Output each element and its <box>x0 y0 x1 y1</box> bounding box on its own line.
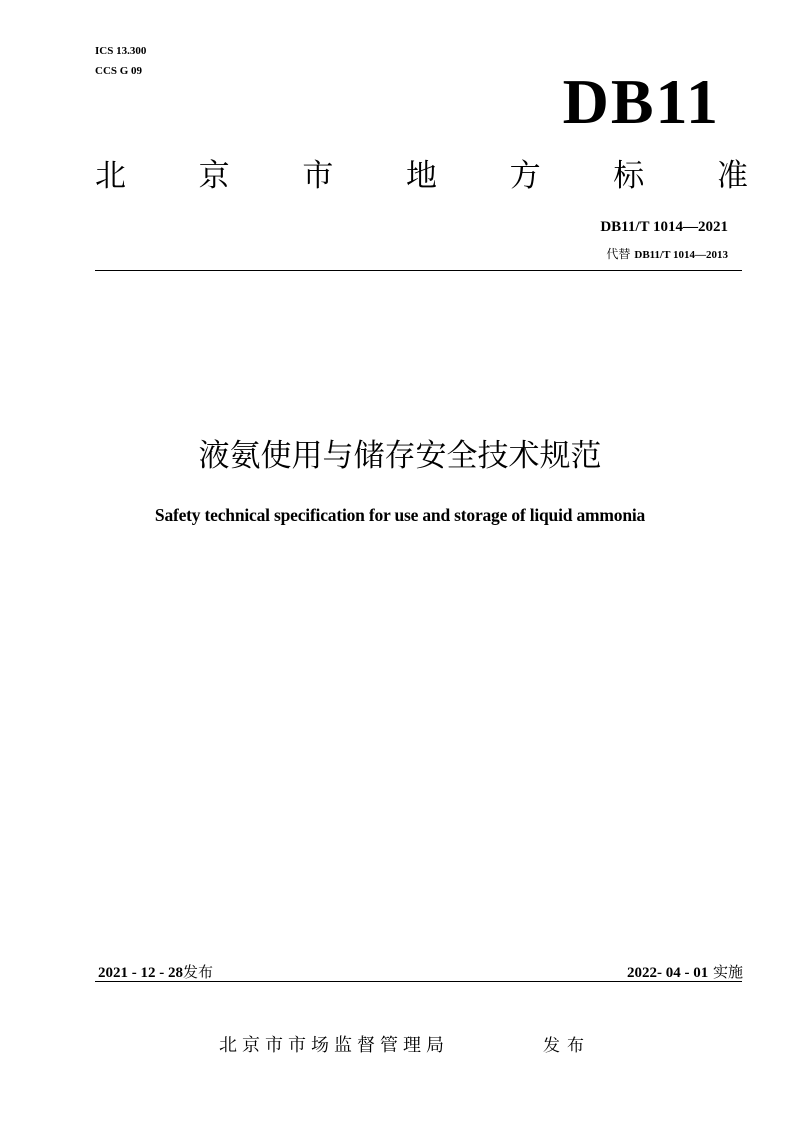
standard-type-char: 北 <box>95 158 126 194</box>
release-date: 2021 - 12 - 28 <box>98 965 183 981</box>
footer-divider <box>95 981 742 982</box>
standard-type-char: 方 <box>509 158 541 194</box>
standard-type-title <box>95 156 748 196</box>
standard-type-char: 市 <box>302 158 334 194</box>
standard-type-char: 标 <box>613 158 645 194</box>
replaces-label: 代替 <box>606 247 631 261</box>
classification-codes <box>95 41 146 81</box>
release-date-line <box>98 961 213 982</box>
publisher-name: 北京市市场监督管理局 <box>219 1035 449 1056</box>
standard-type-char: 地 <box>405 158 437 194</box>
ics-code: ICS 13.300 <box>95 45 147 57</box>
standard-logo: DB11 <box>562 66 720 137</box>
implement-label: 实施 <box>712 963 743 981</box>
standard-number: DB11/T 1014—2021 <box>600 219 728 235</box>
standard-type-char: 准 <box>716 158 748 194</box>
document-title-cn: 液氨使用与储存安全技术规范 <box>198 438 602 474</box>
replaces-line <box>606 245 728 262</box>
publish-label: 发布 <box>543 1036 591 1056</box>
implement-date: 2022- 04 - 01 <box>626 965 709 981</box>
standard-type-char: 京 <box>198 158 230 194</box>
replaces-number: DB11/T 1014—2013 <box>634 249 728 261</box>
document-title-en: Safety technical specification for use and storage of liquid ammonia <box>154 505 646 525</box>
ccs-code: CCS G 09 <box>95 65 143 77</box>
implement-date-line <box>627 961 743 982</box>
release-label: 发布 <box>183 963 214 981</box>
header-divider <box>95 270 742 271</box>
